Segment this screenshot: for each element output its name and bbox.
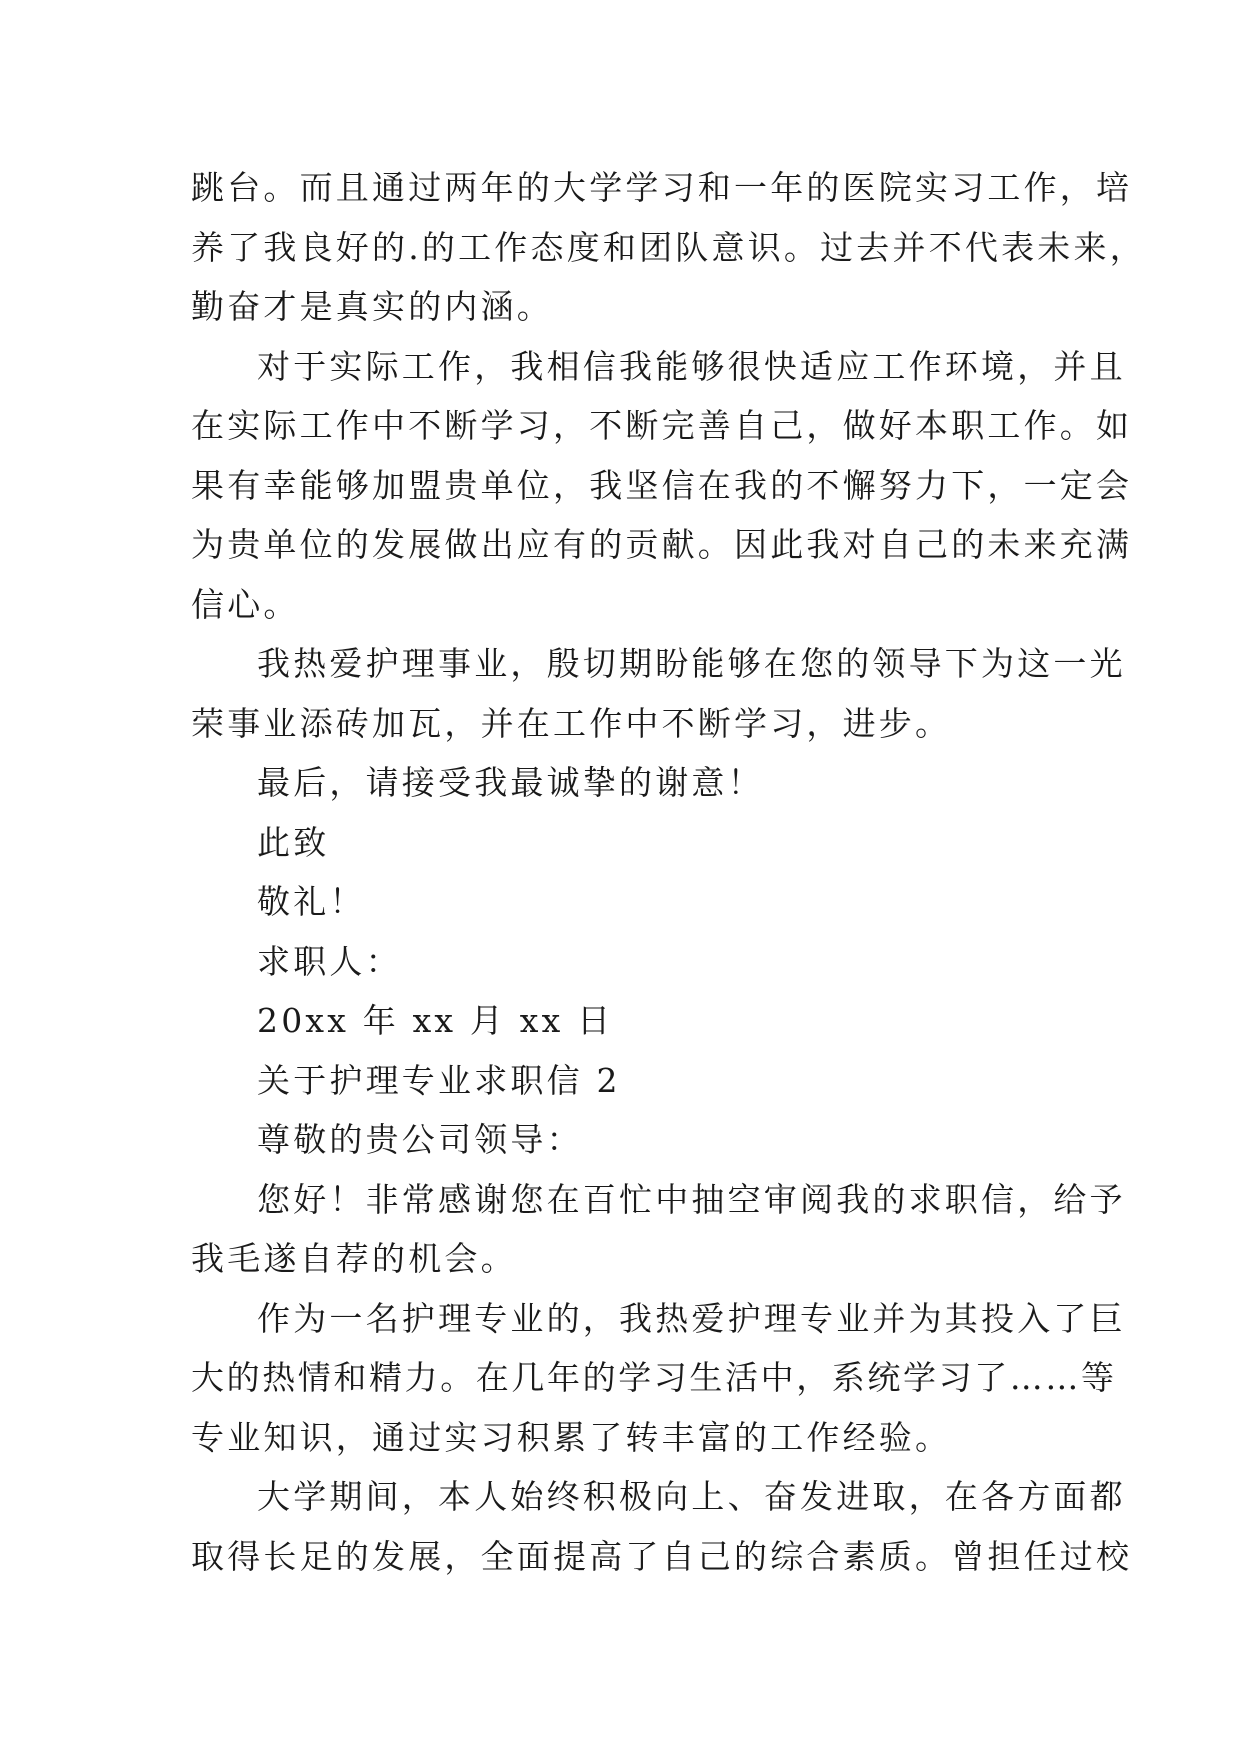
text-line: 勤奋才是真实的内涵。 (191, 287, 553, 326)
text-line: 我热爱护理事业，殷切期盼能够在您的领导下为这一光 (257, 644, 1126, 683)
date-line: 20xx 年 xx 月 xx 日 (257, 1001, 614, 1040)
section-title: 关于护理专业求职信 2 (257, 1060, 621, 1100)
greeting-line: 尊敬的贵公司领导： (257, 1120, 583, 1159)
document-body (191, 158, 1146, 1586)
text-line: 作为一名护理专业的，我热爱护理专业并为其投入了巨 (257, 1298, 1126, 1338)
text-line: 最后，请接受我最诚挚的谢意！ (257, 763, 764, 802)
text-line: 在实际工作中不断学习，不断完善自己，做好本职工作。如 (191, 406, 1133, 445)
text-line: 大的热情和精力。在几年的学习生活中，系统学习了……等 (191, 1358, 1117, 1397)
text-line: 对于实际工作，我相信我能够很快适应工作环境，并且 (257, 346, 1126, 386)
text-line: 跳台。而且通过两年的大学学习和一年的医院实习工作，培 (191, 168, 1133, 207)
text-line: 果有幸能够加盟贵单位，我坚信在我的不懈努力下，一定会 (191, 465, 1133, 505)
text-line: 养了我良好的.的工作态度和团队意识。过去并不代表未来， (191, 227, 1146, 267)
text-line: 为贵单位的发展做出应有的贡献。因此我对自己的未来充满 (191, 525, 1133, 564)
text-line: 专业知识，通过实习积累了转丰富的工作经验。 (191, 1417, 952, 1457)
signature-label: 求职人： (257, 941, 402, 981)
text-line: 信心。 (191, 584, 300, 624)
text-line: 取得长足的发展，全面提高了自己的综合素质。曾担任过校 (191, 1536, 1133, 1576)
text-line: 您好！非常感谢您在百忙中抽空审阅我的求职信，给予 (257, 1179, 1126, 1219)
text-line: 大学期间，本人始终积极向上、奋发进取，在各方面都 (257, 1477, 1126, 1516)
text-line: 荣事业添砖加瓦，并在工作中不断学习，进步。 (191, 703, 952, 743)
closing-regards: 敬礼！ (257, 882, 366, 921)
text-line: 我毛遂自荐的机会。 (191, 1239, 517, 1278)
closing-salutation: 此致 (257, 822, 330, 862)
